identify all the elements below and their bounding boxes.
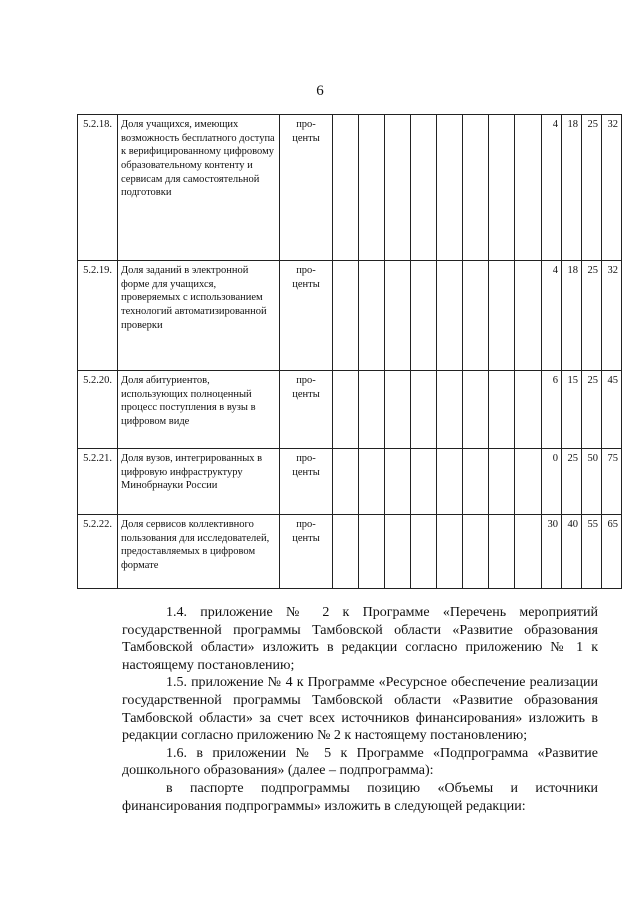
row-code: 5.2.20. (78, 371, 118, 449)
row-year-value: 25 (562, 449, 582, 515)
table-row (78, 115, 622, 261)
row-indicator-name: Доля сервисов коллективного пользования для исследователей, предоставляемых в цифровом формате (118, 515, 280, 589)
indicators-table (77, 114, 622, 589)
row-year-value: 30 (542, 515, 562, 589)
empty-year-cell (515, 449, 542, 515)
empty-year-cell (333, 371, 359, 449)
row-unit: про- центы (280, 261, 333, 371)
row-year-value: 75 (602, 449, 622, 515)
paragraph-1-4: 1.4. приложение № 2 к Программе «Перечень мероприятий государственной программы Тамбовской области «Развитие образования Тамбовской области» изложить в редакции согласно приложению № 1 к настоящему постановлению; (122, 605, 598, 673)
row-year-value: 25 (582, 261, 602, 371)
empty-year-cell (411, 115, 437, 261)
row-indicator-name: Доля заданий в электронной форме для учащихся, проверяемых с использованием технологий автоматизированной проверки (118, 261, 280, 371)
row-year-value: 65 (602, 515, 622, 589)
empty-year-cell (333, 449, 359, 515)
empty-year-cell (515, 371, 542, 449)
empty-year-cell (385, 371, 411, 449)
row-indicator-name: Доля вузов, интегрированных в цифровую инфраструктуру Минобрнауки России (118, 449, 280, 515)
row-code: 5.2.21. (78, 449, 118, 515)
empty-year-cell (489, 115, 515, 261)
empty-year-cell (333, 515, 359, 589)
table-row (78, 449, 622, 515)
row-year-value: 25 (582, 371, 602, 449)
empty-year-cell (359, 261, 385, 371)
empty-year-cell (333, 115, 359, 261)
row-year-value: 4 (542, 115, 562, 261)
empty-year-cell (385, 115, 411, 261)
row-year-value: 45 (602, 371, 622, 449)
empty-year-cell (359, 115, 385, 261)
empty-year-cell (489, 515, 515, 589)
paragraph-passport: в паспорте подпрограммы позицию «Объемы и источники финансирования подпрограммы» изложить в следующей редакции: (122, 780, 598, 814)
row-unit: про- центы (280, 371, 333, 449)
row-year-value: 40 (562, 515, 582, 589)
empty-year-cell (411, 261, 437, 371)
table-row (78, 371, 622, 449)
empty-year-cell (515, 261, 542, 371)
empty-year-cell (489, 261, 515, 371)
empty-year-cell (333, 261, 359, 371)
row-year-value: 55 (582, 515, 602, 589)
table-row (78, 515, 622, 589)
empty-year-cell (463, 115, 489, 261)
empty-year-cell (463, 515, 489, 589)
row-unit: про- центы (280, 515, 333, 589)
empty-year-cell (463, 371, 489, 449)
table-row (78, 261, 622, 371)
empty-year-cell (463, 449, 489, 515)
row-year-value: 18 (562, 115, 582, 261)
empty-year-cell (489, 371, 515, 449)
row-year-value: 4 (542, 261, 562, 371)
row-year-value: 32 (602, 261, 622, 371)
empty-year-cell (437, 449, 463, 515)
empty-year-cell (411, 515, 437, 589)
row-unit: про- центы (280, 449, 333, 515)
empty-year-cell (515, 115, 542, 261)
row-year-value: 15 (562, 371, 582, 449)
empty-year-cell (411, 449, 437, 515)
table-body (78, 115, 622, 589)
empty-year-cell (385, 515, 411, 589)
empty-year-cell (437, 371, 463, 449)
paragraph-1-5: 1.5. приложение № 4 к Программе «Ресурсное обеспечение реализации государственной программы Тамбовской области «Развитие образования Тамбовской области» за счет всех источников финансирования» изложить в редакции согласно приложению № 2 к настоящему постановлению; (122, 675, 598, 744)
empty-year-cell (489, 449, 515, 515)
empty-year-cell (359, 371, 385, 449)
empty-year-cell (437, 515, 463, 589)
empty-year-cell (411, 371, 437, 449)
row-indicator-name: Доля абитуриентов, использующих полноценный процесс поступления в вузы в цифровом виде (118, 371, 280, 449)
empty-year-cell (437, 261, 463, 371)
row-indicator-name: Доля учащихся, имеющих возможность бесплатного доступа к верифицированному цифровому образовательному контенту и сервисам для самостоятельной подготовки (118, 115, 280, 261)
empty-year-cell (359, 449, 385, 515)
empty-year-cell (463, 261, 489, 371)
row-year-value: 25 (582, 115, 602, 261)
row-year-value: 32 (602, 115, 622, 261)
row-year-value: 18 (562, 261, 582, 371)
row-year-value: 0 (542, 449, 562, 515)
row-year-value: 6 (542, 371, 562, 449)
row-code: 5.2.19. (78, 261, 118, 371)
empty-year-cell (385, 449, 411, 515)
paragraph-1-6: 1.6. в приложении № 5 к Программе «Подпрограмма «Развитие дошкольного образования» (далее – подпрограмма): (122, 745, 598, 779)
empty-year-cell (515, 515, 542, 589)
empty-year-cell (385, 261, 411, 371)
empty-year-cell (437, 115, 463, 261)
row-unit: про- центы (280, 115, 333, 261)
page-number: 6 (316, 83, 324, 99)
row-code: 5.2.18. (78, 115, 118, 261)
row-code: 5.2.22. (78, 515, 118, 589)
empty-year-cell (359, 515, 385, 589)
row-year-value: 50 (582, 449, 602, 515)
body-text (122, 604, 598, 815)
